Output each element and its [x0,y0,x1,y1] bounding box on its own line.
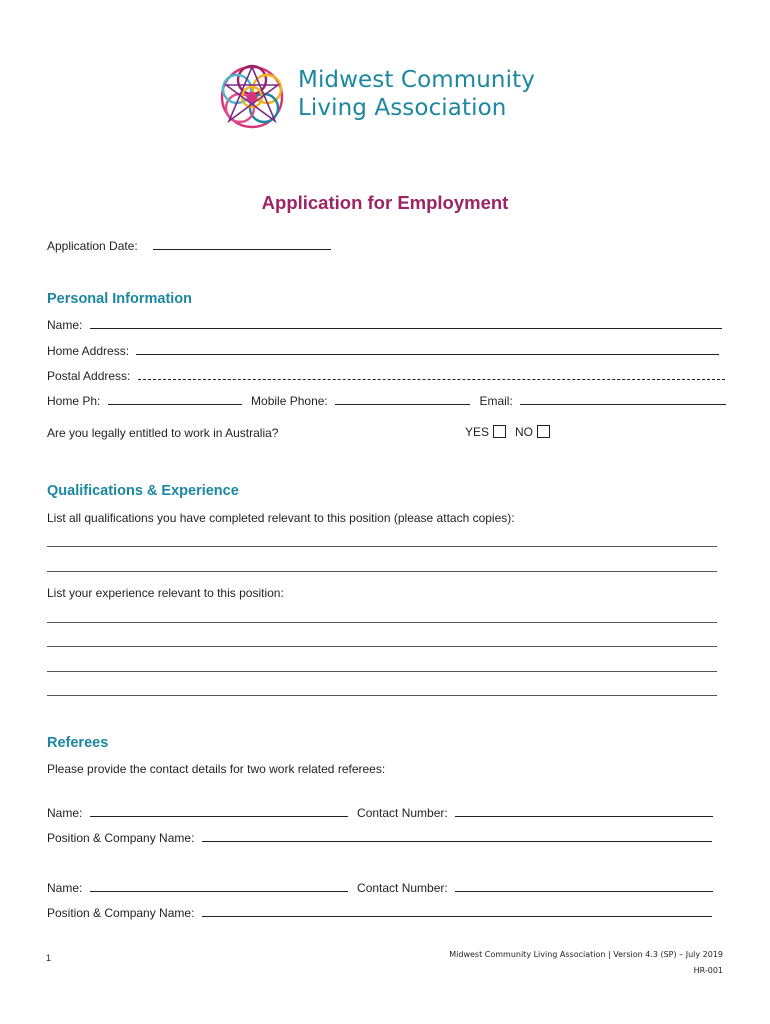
footer-doc-code: HR-001 [693,966,723,975]
experience-prompt: List your experience relevant to this position: [47,586,284,600]
referee-1-contact-field[interactable] [455,807,713,817]
qualifications-heading: Qualifications & Experience [47,483,239,499]
application-date-row [47,239,331,253]
referees-heading: Referees [47,735,109,751]
logo-wordmark [298,66,535,122]
footer-version: Midwest Community Living Association | Version 4.3 (SP) – July 2019 [449,950,723,959]
postal-address-label: Postal Address: [47,369,131,383]
qualifications-line-2[interactable] [47,571,717,572]
referee-1-contact-label: Contact Number: [357,806,448,820]
yes-label: YES [465,425,490,439]
referee-2-position-label: Position & Company Name: [47,906,195,920]
work-entitlement-question: Are you legally entitled to work in Australia? [47,426,279,440]
yes-checkbox[interactable] [493,425,506,438]
referee-1-position-row [47,831,712,845]
home-address-field[interactable] [136,345,719,355]
postal-address-row [47,369,725,383]
referee-1-position-label: Position & Company Name: [47,831,195,845]
email-label: Email: [479,394,513,408]
referee-2-name-label: Name: [47,881,83,895]
work-entitlement-options [465,425,559,439]
experience-line-4[interactable] [47,695,717,696]
email-field[interactable] [520,395,726,405]
mobile-phone-label: Mobile Phone: [251,394,328,408]
referee-1-name-field[interactable] [90,807,348,817]
application-date-label: Application Date: [47,239,138,253]
no-label: NO [515,425,534,439]
name-row [47,318,722,332]
no-checkbox[interactable] [537,425,550,438]
document-footer [449,947,723,979]
personal-information-heading: Personal Information [47,291,193,307]
referee-1-row [47,806,713,820]
referee-2-position-field[interactable] [202,907,712,917]
referee-2-contact-label: Contact Number: [357,881,448,895]
home-address-row [47,344,719,358]
home-ph-field[interactable] [108,395,242,405]
postal-address-field[interactable] [138,370,725,380]
referee-2-position-row [47,906,712,920]
referee-2-contact-field[interactable] [455,882,713,892]
experience-line-3[interactable] [47,671,717,672]
referees-prompt: Please provide the contact details for two work related referees: [47,762,386,776]
qualifications-prompt: List all qualifications you have completed relevant to this position (please attach copies): [47,511,515,525]
phone-email-row [47,394,726,408]
page-number: 1 [46,953,52,963]
mobile-phone-field[interactable] [335,395,470,405]
referee-1-name-label: Name: [47,806,83,820]
logo-line-1: Midwest Community [298,67,535,93]
referee-2-row [47,881,713,895]
referee-2-name-field[interactable] [90,882,348,892]
home-address-label: Home Address: [47,344,130,358]
experience-line-2[interactable] [47,646,717,647]
name-label: Name: [47,318,83,332]
home-ph-label: Home Ph: [47,394,101,408]
application-date-field[interactable] [153,240,331,250]
referee-1-position-field[interactable] [202,832,712,842]
page-title: Application for Employment [261,192,509,213]
qualifications-line-1[interactable] [47,546,717,547]
name-field[interactable] [90,319,722,329]
logo-line-2: Living Association [298,95,507,121]
mandala-logo-icon [212,58,292,136]
experience-line-1[interactable] [47,622,717,623]
organization-logo [212,58,562,136]
